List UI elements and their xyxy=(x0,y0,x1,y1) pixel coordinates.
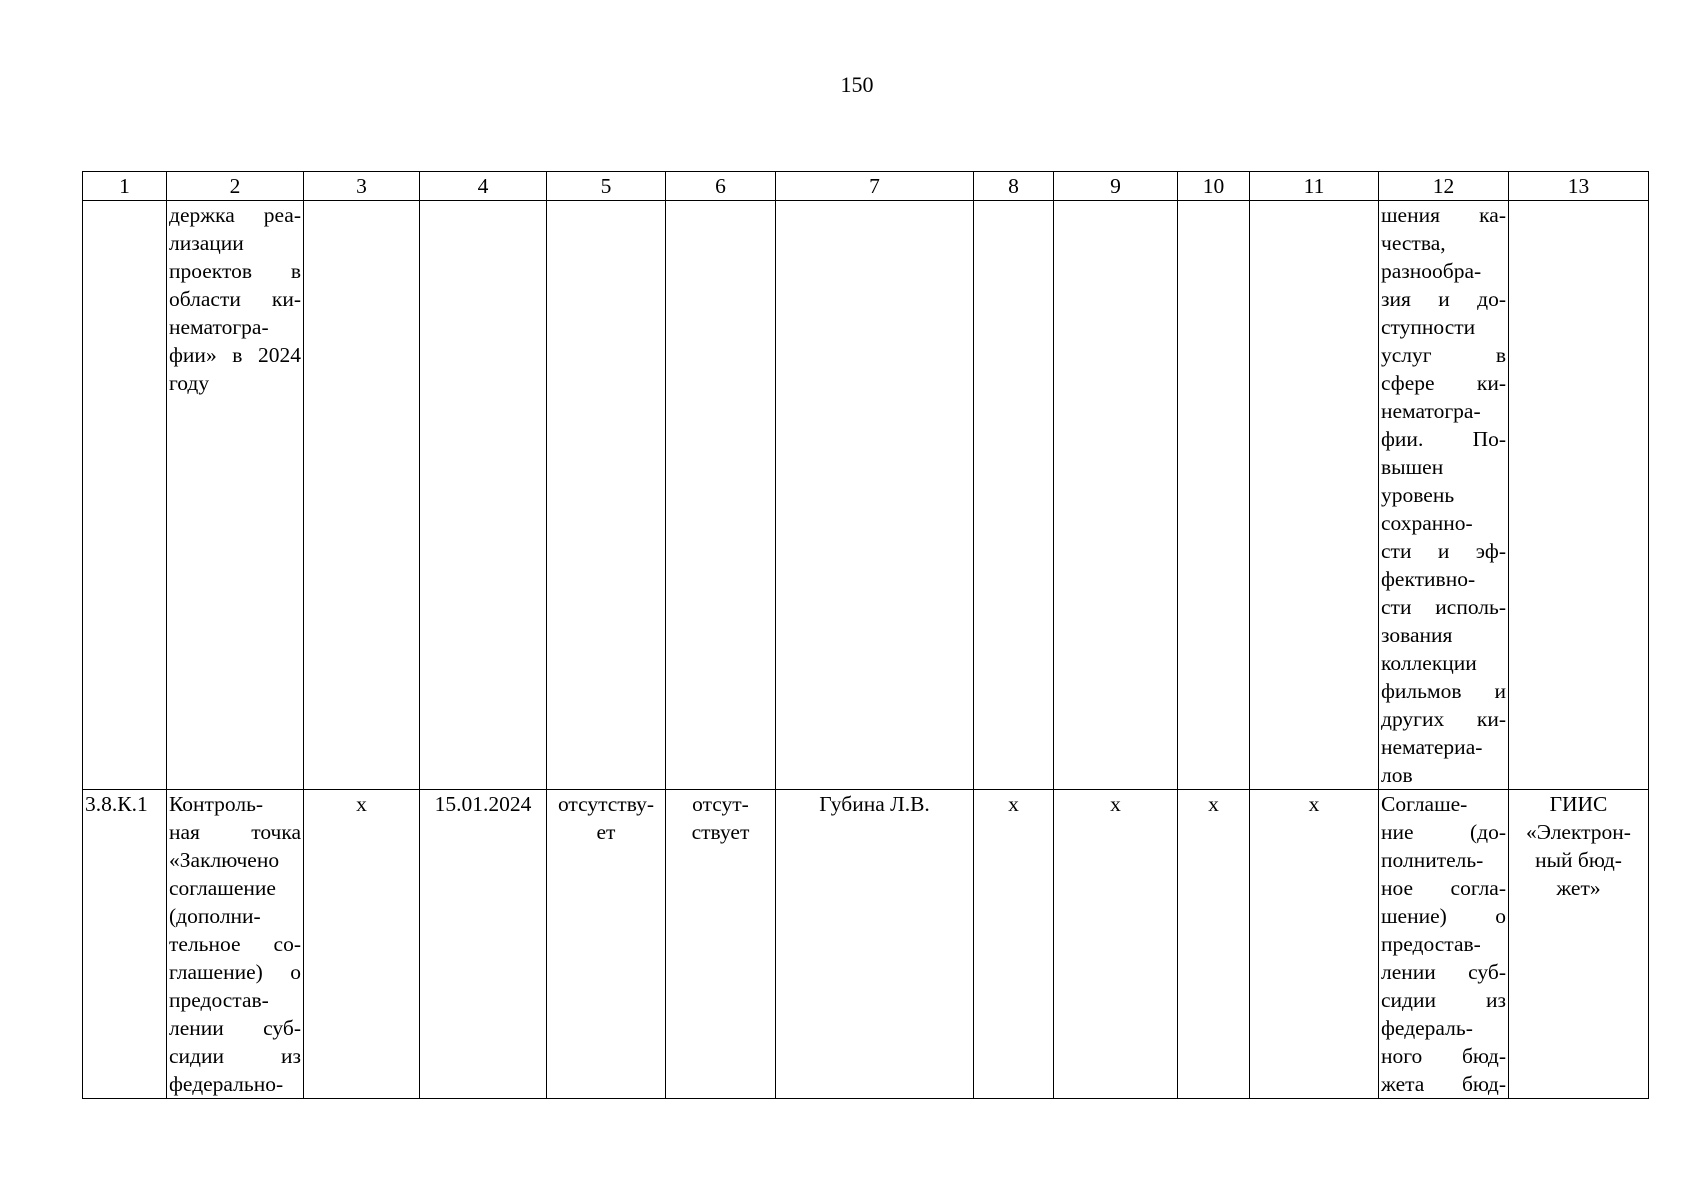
word: реа- xyxy=(263,203,301,227)
word: нематогра- xyxy=(169,315,269,339)
text-line xyxy=(1381,425,1506,453)
text-line xyxy=(1381,593,1506,621)
text-line xyxy=(1381,1042,1506,1070)
word: фии. xyxy=(1381,427,1424,451)
text-line xyxy=(1381,930,1506,958)
word: тельное xyxy=(169,932,241,956)
header-cell: 11 xyxy=(1250,172,1379,201)
word: и xyxy=(1494,679,1506,703)
row2-col11-cell: х xyxy=(1250,790,1379,1099)
table-row xyxy=(83,790,1649,1099)
row2-col6-cell xyxy=(666,790,776,1099)
text-line xyxy=(169,1014,301,1042)
header-cell: 2 xyxy=(167,172,304,201)
word: суб- xyxy=(1468,960,1506,984)
word: жета xyxy=(1381,1072,1425,1096)
word: Контроль- xyxy=(169,792,264,816)
word: нематериа- xyxy=(1381,735,1483,759)
word: чества, xyxy=(1381,231,1446,255)
word: Соглаше- xyxy=(1381,792,1468,816)
word: вышен xyxy=(1381,455,1444,479)
text-line xyxy=(1381,790,1506,818)
text-line: ГИИС xyxy=(1549,792,1608,816)
page-number: 150 xyxy=(840,72,874,97)
word: (дополни- xyxy=(169,904,261,928)
text-line: ный бюд- xyxy=(1535,848,1622,872)
word: суб- xyxy=(263,1016,301,1040)
word: и xyxy=(1438,287,1450,311)
row1-col7-cell xyxy=(776,201,974,790)
text-line xyxy=(1381,257,1506,285)
word: зия xyxy=(1381,287,1411,311)
text-line xyxy=(1381,649,1506,677)
row2-code-cell: 3.8.К.1 xyxy=(83,790,167,1099)
word: уровень xyxy=(1381,483,1455,507)
word: проектов xyxy=(169,259,252,283)
header-cell: 8 xyxy=(974,172,1054,201)
word: услуг xyxy=(1381,343,1432,367)
word: в xyxy=(232,343,243,367)
text-line: ствует xyxy=(691,820,750,844)
header-cell: 13 xyxy=(1509,172,1649,201)
text-line xyxy=(1381,818,1506,846)
word: фии» xyxy=(169,343,217,367)
word: нематогра- xyxy=(1381,399,1481,423)
text-line xyxy=(1381,705,1506,733)
word: предостав- xyxy=(1381,932,1481,956)
text-line xyxy=(1381,285,1506,313)
text-line xyxy=(1381,509,1506,537)
word: полнитель- xyxy=(1381,848,1484,872)
text-line xyxy=(1381,621,1506,649)
text-line xyxy=(1381,986,1506,1014)
row1-col11-cell xyxy=(1250,201,1379,790)
word: 2024 xyxy=(257,343,301,367)
text-line: ет xyxy=(596,820,616,844)
word: и xyxy=(1437,539,1450,563)
text-line xyxy=(169,930,301,958)
word: держка xyxy=(169,203,235,227)
row2-col10-cell: х xyxy=(1178,790,1250,1099)
table-row xyxy=(83,201,1649,790)
text-line xyxy=(1381,397,1506,425)
text-line xyxy=(169,341,301,369)
word: ка- xyxy=(1479,203,1506,227)
text-line xyxy=(169,369,301,397)
word: ки- xyxy=(1476,371,1506,395)
word: фильмов xyxy=(1381,679,1462,703)
text-line xyxy=(1381,902,1506,930)
text-line xyxy=(1381,229,1506,257)
word: о xyxy=(1495,904,1506,928)
text-line: отсутству- xyxy=(557,792,655,816)
word: в xyxy=(1495,343,1506,367)
text-line xyxy=(169,902,301,930)
word: со- xyxy=(273,932,301,956)
word: сфере xyxy=(1381,371,1435,395)
row1-col3-cell xyxy=(304,201,420,790)
document-table xyxy=(82,171,1649,1099)
row2-result-cell xyxy=(1379,790,1509,1099)
word: ное xyxy=(1381,876,1414,900)
header-cell: 6 xyxy=(666,172,776,201)
word: из xyxy=(1486,988,1506,1012)
text-line xyxy=(1381,341,1506,369)
word: сти xyxy=(1381,595,1412,619)
text-line xyxy=(169,846,301,874)
text-line xyxy=(169,257,301,285)
word: сидии xyxy=(1381,988,1436,1012)
text-line xyxy=(169,818,301,846)
word: федераль- xyxy=(1381,1016,1473,1040)
text-line xyxy=(169,790,301,818)
header-cell: 9 xyxy=(1054,172,1178,201)
text-line xyxy=(1381,761,1506,789)
header-cell: 12 xyxy=(1379,172,1509,201)
word: федерально- xyxy=(169,1072,284,1096)
text-line xyxy=(169,1042,301,1070)
text-line xyxy=(1381,537,1506,565)
row1-col8-cell xyxy=(974,201,1054,790)
word: ного xyxy=(1381,1044,1423,1068)
text-line xyxy=(1381,369,1506,397)
row1-col9-cell xyxy=(1054,201,1178,790)
word: фективно- xyxy=(1381,567,1476,591)
row1-col13-cell xyxy=(1509,201,1649,790)
word: ки- xyxy=(271,287,301,311)
word: сидии xyxy=(169,1044,224,1068)
word: лизации xyxy=(169,231,244,255)
text-line xyxy=(1381,677,1506,705)
word: области xyxy=(169,287,241,311)
row1-col1-cell xyxy=(83,201,167,790)
header-row xyxy=(83,172,1649,201)
text-line: жет» xyxy=(1556,876,1601,900)
text-line xyxy=(169,986,301,1014)
word: эф- xyxy=(1475,539,1506,563)
word: разнообра- xyxy=(1381,259,1482,283)
text-line xyxy=(169,201,301,229)
header-cell: 1 xyxy=(83,172,167,201)
text-line xyxy=(169,874,301,902)
word: предостав- xyxy=(169,988,269,1012)
word: ние xyxy=(1381,820,1414,844)
word: лении xyxy=(1381,960,1436,984)
word: ная xyxy=(169,820,200,844)
row1-col4-cell xyxy=(420,201,547,790)
text-line xyxy=(1381,1014,1506,1042)
text-line xyxy=(1381,1070,1506,1098)
text-line xyxy=(169,229,301,257)
text-line xyxy=(1381,565,1506,593)
word: (до- xyxy=(1469,820,1506,844)
word: лении xyxy=(169,1016,224,1040)
text-line xyxy=(1381,733,1506,761)
word: лов xyxy=(1381,763,1413,787)
word: согла- xyxy=(1450,876,1506,900)
text-line xyxy=(1381,453,1506,481)
text-line xyxy=(169,313,301,341)
word: бюд- xyxy=(1461,1072,1506,1096)
row1-result-cell xyxy=(1379,201,1509,790)
row2-responsible-cell: Губина Л.В. xyxy=(776,790,974,1099)
word: о xyxy=(290,960,301,984)
text-line: «Электрон- xyxy=(1526,820,1631,844)
text-line: отсут- xyxy=(692,792,749,816)
header-cell: 5 xyxy=(547,172,666,201)
text-line xyxy=(1381,313,1506,341)
row1-event-name-cell xyxy=(167,201,304,790)
row2-col9-cell: х xyxy=(1054,790,1178,1099)
word: сохранно- xyxy=(1381,511,1473,535)
text-line xyxy=(169,1070,301,1098)
text-line xyxy=(1381,481,1506,509)
text-line xyxy=(1381,874,1506,902)
row2-col8-cell: х xyxy=(974,790,1054,1099)
header-cell: 3 xyxy=(304,172,420,201)
row1-col10-cell xyxy=(1178,201,1250,790)
text-line xyxy=(169,958,301,986)
word: «Заключено xyxy=(169,848,280,872)
word: году xyxy=(169,371,210,395)
word: По- xyxy=(1472,427,1506,451)
word: исполь- xyxy=(1435,595,1506,619)
text-line xyxy=(169,285,301,313)
row2-date-cell: 15.01.2024 xyxy=(420,790,547,1099)
row1-col5-cell xyxy=(547,201,666,790)
word: из xyxy=(281,1044,301,1068)
header-cell: 10 xyxy=(1178,172,1250,201)
word: зования xyxy=(1381,623,1453,647)
word: до- xyxy=(1477,287,1506,311)
row2-col3-cell: х xyxy=(304,790,420,1099)
text-line xyxy=(1381,958,1506,986)
word: бюд- xyxy=(1461,1044,1506,1068)
word: в xyxy=(290,259,301,283)
word: шение) xyxy=(1381,904,1447,928)
word: ки- xyxy=(1476,707,1506,731)
header-cell: 4 xyxy=(420,172,547,201)
word: коллекции xyxy=(1381,651,1477,675)
row2-event-name-cell xyxy=(167,790,304,1099)
text-line xyxy=(1381,201,1506,229)
word: точка xyxy=(251,820,301,844)
word: глашение) xyxy=(169,960,263,984)
row2-col5-cell xyxy=(547,790,666,1099)
text-line xyxy=(1381,846,1506,874)
row2-system-cell xyxy=(1509,790,1649,1099)
word: соглашение xyxy=(169,876,276,900)
word: ступности xyxy=(1381,315,1476,339)
header-cell: 7 xyxy=(776,172,974,201)
word: других xyxy=(1381,707,1445,731)
word: сти xyxy=(1381,539,1412,563)
word: шения xyxy=(1381,203,1440,227)
row1-col6-cell xyxy=(666,201,776,790)
